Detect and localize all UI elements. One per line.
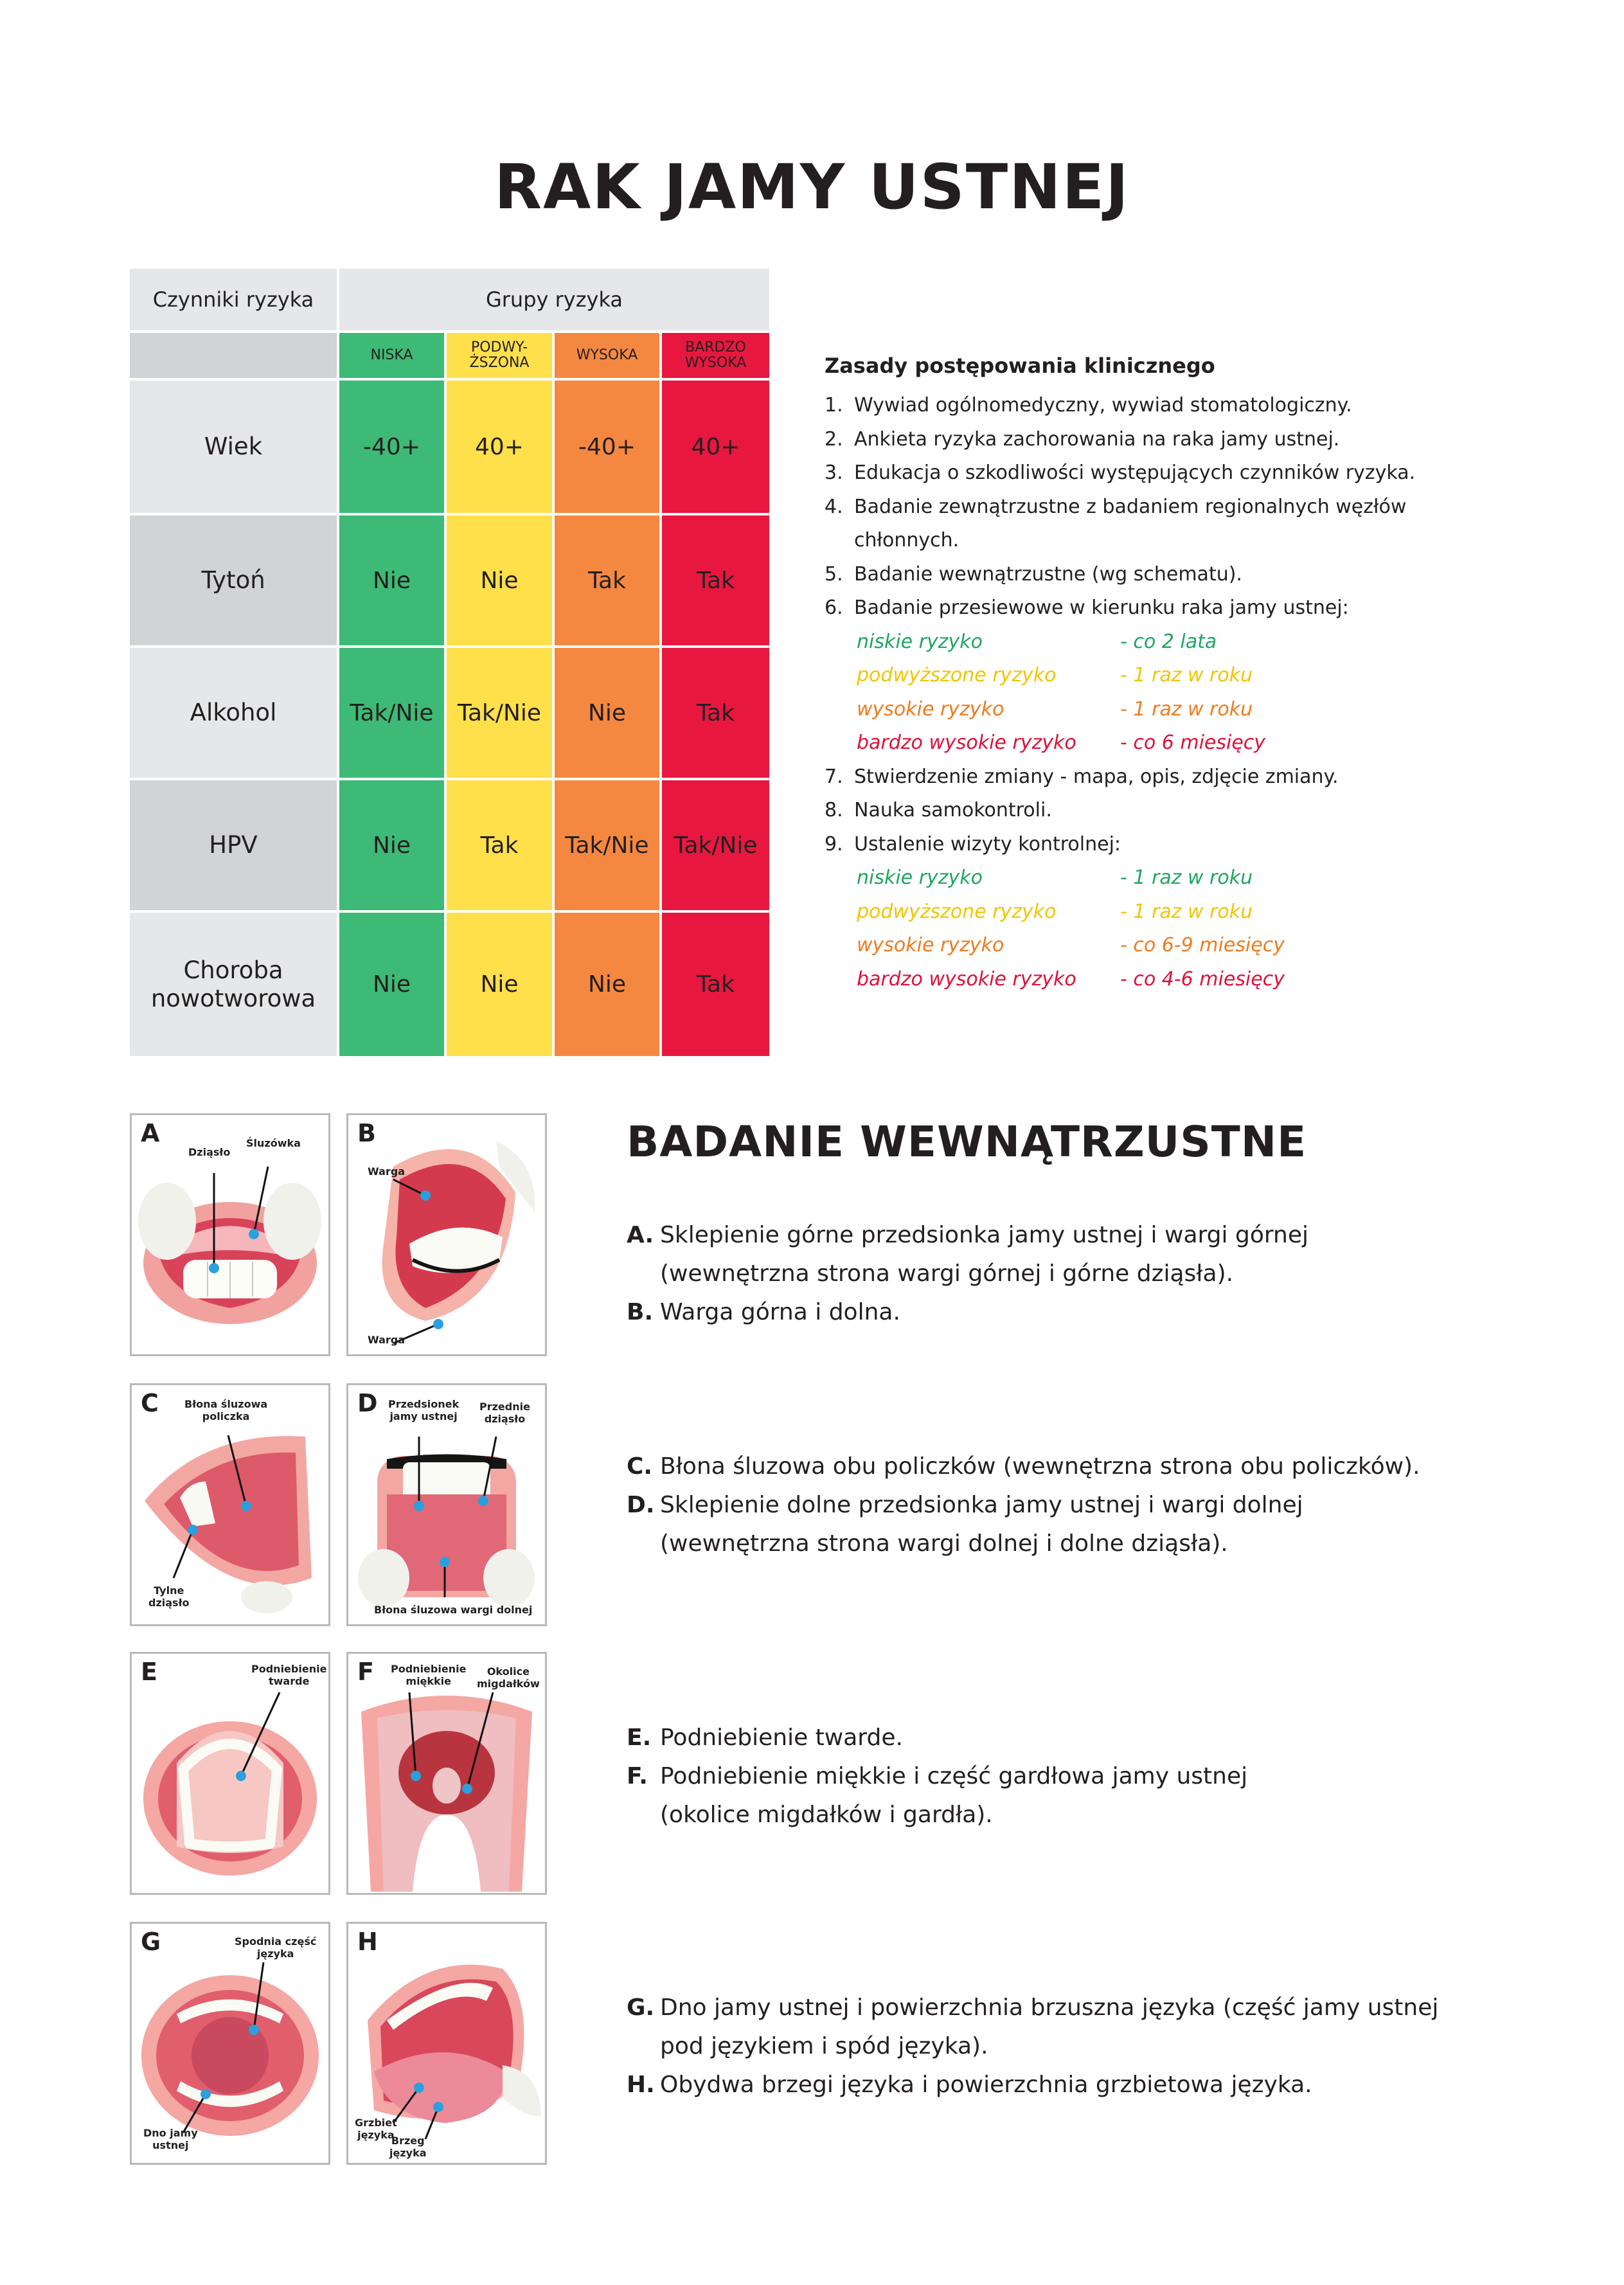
label-grzbiet-jezyka: Grzbiet języka [355,2117,397,2141]
table-cell: -40+ [339,381,444,513]
label-warga-dolna: Warga [368,1334,406,1346]
group-wysoka: WYSOKA [555,333,659,378]
exam-desc-ab: A. Sklepienie górne przedsionka jamy ustnej i wargi górnej (wewnętrzna strona wargi górnej i górne dziąsła). B. Warga górna i dolna. [627,1222,1308,1325]
table-cell: 40+ [662,381,769,513]
control-row: wysokie ryzyko - co 6-9 miesięcy [857,934,1285,956]
label-przedsionek: Przedsionek jamy ustnej [388,1398,460,1422]
list-item: 8. Nauka samokontroli. [825,799,1052,821]
table-cell: Nie [447,913,552,1056]
page-title: RAK JAMY USTNEJ [494,151,1130,223]
row-label-tyton: Tytoń [130,515,337,645]
label-warga-gorna: Warga [368,1165,406,1178]
row-label-alkohol: Alkohol [130,648,337,778]
image-letter: C [141,1389,159,1417]
illustration-h [346,1922,547,2165]
table-blank-cell [130,333,337,378]
table-cell: 40+ [447,381,552,513]
illustration-a [130,1113,330,1356]
exam-desc-cd: C. Błona śluzowa obu policzków (wewnętrzna strona obu policzków). D. Sklepienie dolne przedsionka jamy ustnej i wargi dolnej (wewnętrzna strona wargi dolnej i dolne dziąsła). [627,1453,1420,1557]
row-label-choroba: Choroba nowotworowa [130,913,337,1056]
image-letter: B [357,1119,376,1147]
table-cell: Tak [662,515,769,645]
control-row: niskie ryzyko - 1 raz w roku [857,866,1253,889]
screening-row: podwyższone ryzyko - 1 raz w roku [857,664,1253,686]
list-item: 9. Ustalenie wizyty kontrolnej: [825,832,1121,856]
table-cell: Nie [339,780,444,910]
table-cell: Tak [555,515,659,645]
screening-row: bardzo wysokie ryzyko - co 6 miesięcy [857,731,1266,754]
list-item: 5. Badanie wewnątrzustne (wg schematu). [825,562,1242,586]
group-bardzo-wysoka: BARDZO WYSOKA [662,333,769,378]
illustration-f [346,1652,547,1895]
list-item: 7. Stwierdzenie zmiany - mapa, opis, zdjęcie zmiany. [825,765,1339,788]
table-cell: Nie [555,648,659,778]
image-letter: G [141,1928,161,1956]
illustration-g [130,1922,330,2165]
table-cell: Tak/Nie [662,780,769,910]
label-blona-sluzowa-policzka: Błona śluzowa policzka [184,1398,268,1422]
label-dno-jamy-ustnej: Dno jamy ustnej [143,2127,198,2151]
table-cell: Tak [662,913,769,1056]
mouth-illustration [132,1654,328,1893]
mouth-illustration [348,1115,545,1354]
table-cell: Tak [447,780,552,910]
image-letter: F [357,1658,374,1686]
group-podwyzszona: PODWY- ŻSZONA [447,333,552,378]
list-item: 1. Wywiad ogólnomedyczny, wywiad stomatologiczny. [825,394,1352,417]
row-label-wiek: Wiek [130,381,337,513]
table-cell: Tak/Nie [447,648,552,778]
control-row: bardzo wysokie ryzyko - co 4-6 miesięcy [857,967,1285,990]
label-podniebienie-twarde: Podniebienie twarde [251,1663,327,1687]
group-niska: NISKA [339,333,444,378]
list-item: 6. Badanie przesiewowe w kierunku raka jamy ustnej: [825,596,1349,619]
label-spodnia-czesc-jezyka: Spodnia część języka [235,1935,317,1960]
screening-row: niskie ryzyko - co 2 lata [857,630,1217,653]
illustration-d [346,1383,547,1626]
label-blona-wargi-dolnej: Błona śluzowa wargi dolnej [374,1604,533,1616]
list-item: 2. Ankieta ryzyka zachorowania na raka jamy ustnej. [825,427,1340,451]
illustration-c [130,1383,330,1626]
table-cell: Tak/Nie [339,648,444,778]
label-podniebienie-miekkie: Podniebienie miękkie [391,1663,467,1687]
rules-heading: Zasady postępowania klinicznego [825,354,1215,378]
label-przednie-dziaslo: Przednie dziąsło [479,1401,530,1425]
table-cell: Tak/Nie [555,780,659,910]
image-letter: D [357,1389,378,1417]
list-item: 4. Badanie zewnątrzustne z badaniem regionalnych węzłów chłonnych. [825,495,1407,551]
label-sluzowka: Śluzówka [246,1137,301,1149]
row-label-hpv: HPV [130,780,337,910]
list-item: 3. Edukacja o szkodliwości występujących czynników ryzyka. [825,461,1416,484]
exam-desc-ef: E. Podniebienie twarde. F. Podniebienie miękkie i część gardłowa jamy ustnej (okolice migdałków i gardła). [627,1725,1248,1828]
screening-row: wysokie ryzyko - 1 raz w roku [857,697,1253,721]
illustration-b [346,1113,547,1356]
table-header-factors: Czynniki ryzyka [130,269,337,330]
label-tylne-dziaslo: Tylne dziąsło [148,1584,190,1609]
label-brzeg-jezyka: Brzeg języka [389,2135,427,2159]
table-cell: Nie [339,515,444,645]
illustration-e [130,1652,330,1895]
table-cell: Nie [555,913,659,1056]
label-dziaslo: Dziąsło [188,1146,231,1158]
control-row: podwyższone ryzyko - 1 raz w roku [857,900,1253,923]
table-cell: Nie [339,913,444,1056]
table-cell: Nie [447,515,552,645]
image-letter: E [141,1658,157,1686]
risk-table [130,269,769,1056]
image-letter: H [357,1928,378,1956]
exam-desc-gh: G. Dno jamy ustnej i powierzchnia brzuszna języka (część jamy ustnej pod językiem i spód języka). H. Obydwa brzegi języka i powierzchnia grzbietowa języka. [627,1994,1439,2098]
table-cell: -40+ [555,381,659,513]
table-header-groups: Grupy ryzyka [339,269,769,330]
exam-title: BADANIE WEWNĄTRZUSTNE [627,1117,1307,1167]
table-cell: Tak [662,648,769,778]
image-letter: A [141,1119,160,1147]
label-okolice-migdalkow: Okolice migdałków [477,1665,540,1690]
clinical-rules [825,350,1499,996]
